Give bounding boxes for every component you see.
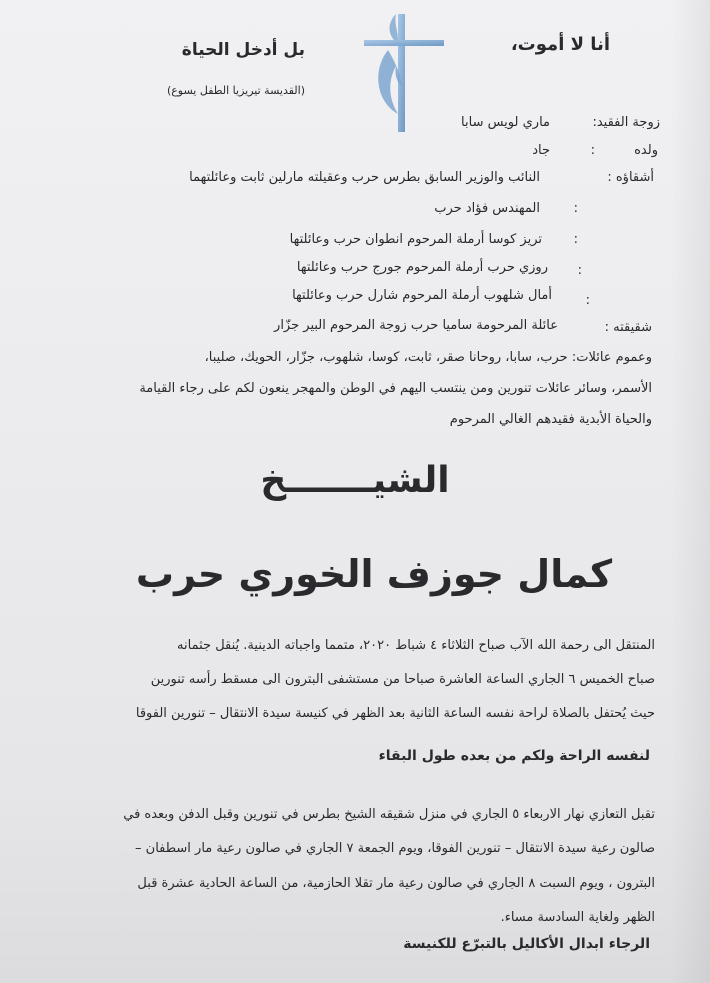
announcement-line-1: وعموم عائلات: حرب، سابا، روحانا صقر، ثابت، كوسا، شلهوب، جزّار، الحويك، صليبا، xyxy=(204,350,652,365)
condolences-line-4: الظهر ولغاية السادسة مساء. xyxy=(500,910,655,925)
quote-left: بل أدخل الحياة xyxy=(181,40,305,60)
blessing: لنفسه الراحة ولكم من بعده طول البقاء xyxy=(378,748,650,764)
funeral-line-3: حيث يُحتفل بالصلاة لراحة نفسه الساعة الثانية بعد الظهر في كنيسة سيدة الانتقال – تنورين الفوقا xyxy=(135,706,655,721)
colon-5: : xyxy=(585,293,590,308)
brother-line-2: المهندس فؤاد حرب xyxy=(434,201,540,216)
announcement-line-3: والحياة الأبدية فقيدهم الغالي المرحوم xyxy=(449,412,652,427)
condolences-line-3: البترون ، ويوم السبت ٨ الجاري في صالون رعية مار تقلا الحازمية، من الساعة الحادية عشرة قبل xyxy=(137,876,655,891)
son-value: جاد xyxy=(532,143,550,158)
brother-line-3: تريز كوسا أرملة المرحوم انطوان حرب وعائلتها xyxy=(289,232,542,247)
colon-3: : xyxy=(573,232,578,247)
cross-with-flame-icon xyxy=(358,10,448,135)
wife-label: زوجة الفقيد: xyxy=(592,115,660,130)
funeral-line-1: المنتقل الى رحمة الله الآب صباح الثلاثاء ٤ شباط ٢٠٢٠، متمما واجباته الدينية. يُنقل جثمانه xyxy=(177,638,655,653)
wife-value: ماري لويس سابا xyxy=(461,115,550,130)
brother-line-4: روزي حرب أرملة المرحوم جورج حرب وعائلتها xyxy=(296,260,548,275)
son-label: ولده xyxy=(634,143,658,158)
announcement-line-2: الأسمر، وسائر عائلات تنورين ومن ينتسب اليهم في الوطن والمهجر ينعون لكم على رجاء القيامة xyxy=(139,381,652,396)
brother-line-1: النائب والوزير السابق بطرس حرب وعقيلته مارلين ثابت وعائلتهما xyxy=(189,170,540,185)
brothers-label: أشقاؤه : xyxy=(607,170,654,185)
sister-label: شقيقته : xyxy=(604,320,652,335)
brother-line-5: أمال شلهوب أرملة المرحوم شارل حرب وعائلتها xyxy=(292,288,552,303)
quote-attribution: (القديسة تيريزيا الطفل يسوع) xyxy=(166,84,305,97)
condolences-line-1: تقبل التعازي نهار الاربعاء ٥ الجاري في منزل شقيقه الشيخ بطرس في تنورين وقبل الدفن وبعده في xyxy=(123,807,655,822)
funeral-line-2: صباح الخميس ٦ الجاري الساعة العاشرة صباحا من مستشفى البترون الى مسقط رأسه تنورين xyxy=(150,672,655,687)
colon-2: : xyxy=(573,201,578,216)
condolences-line-2: صالون رعية سيدة الانتقال – تنورين الفوقا، ويوم الجمعة ٧ الجاري في صالون رعية مار اسطفان – xyxy=(135,841,655,856)
footer-note: الرجاء ابدال الأكاليل بالتبرّع للكنيسة xyxy=(403,936,650,952)
deceased-name: كمال جوزف الخوري حرب xyxy=(135,552,613,596)
quote-right: أنا لا أموت، xyxy=(510,34,610,55)
sister-value: عائلة المرحومة ساميا حرب زوجة المرحوم البير جزّار xyxy=(274,318,558,333)
colon-4: : xyxy=(577,263,582,278)
son-colon: : xyxy=(590,143,595,158)
deceased-title: الشيـــــــخ xyxy=(260,460,450,501)
